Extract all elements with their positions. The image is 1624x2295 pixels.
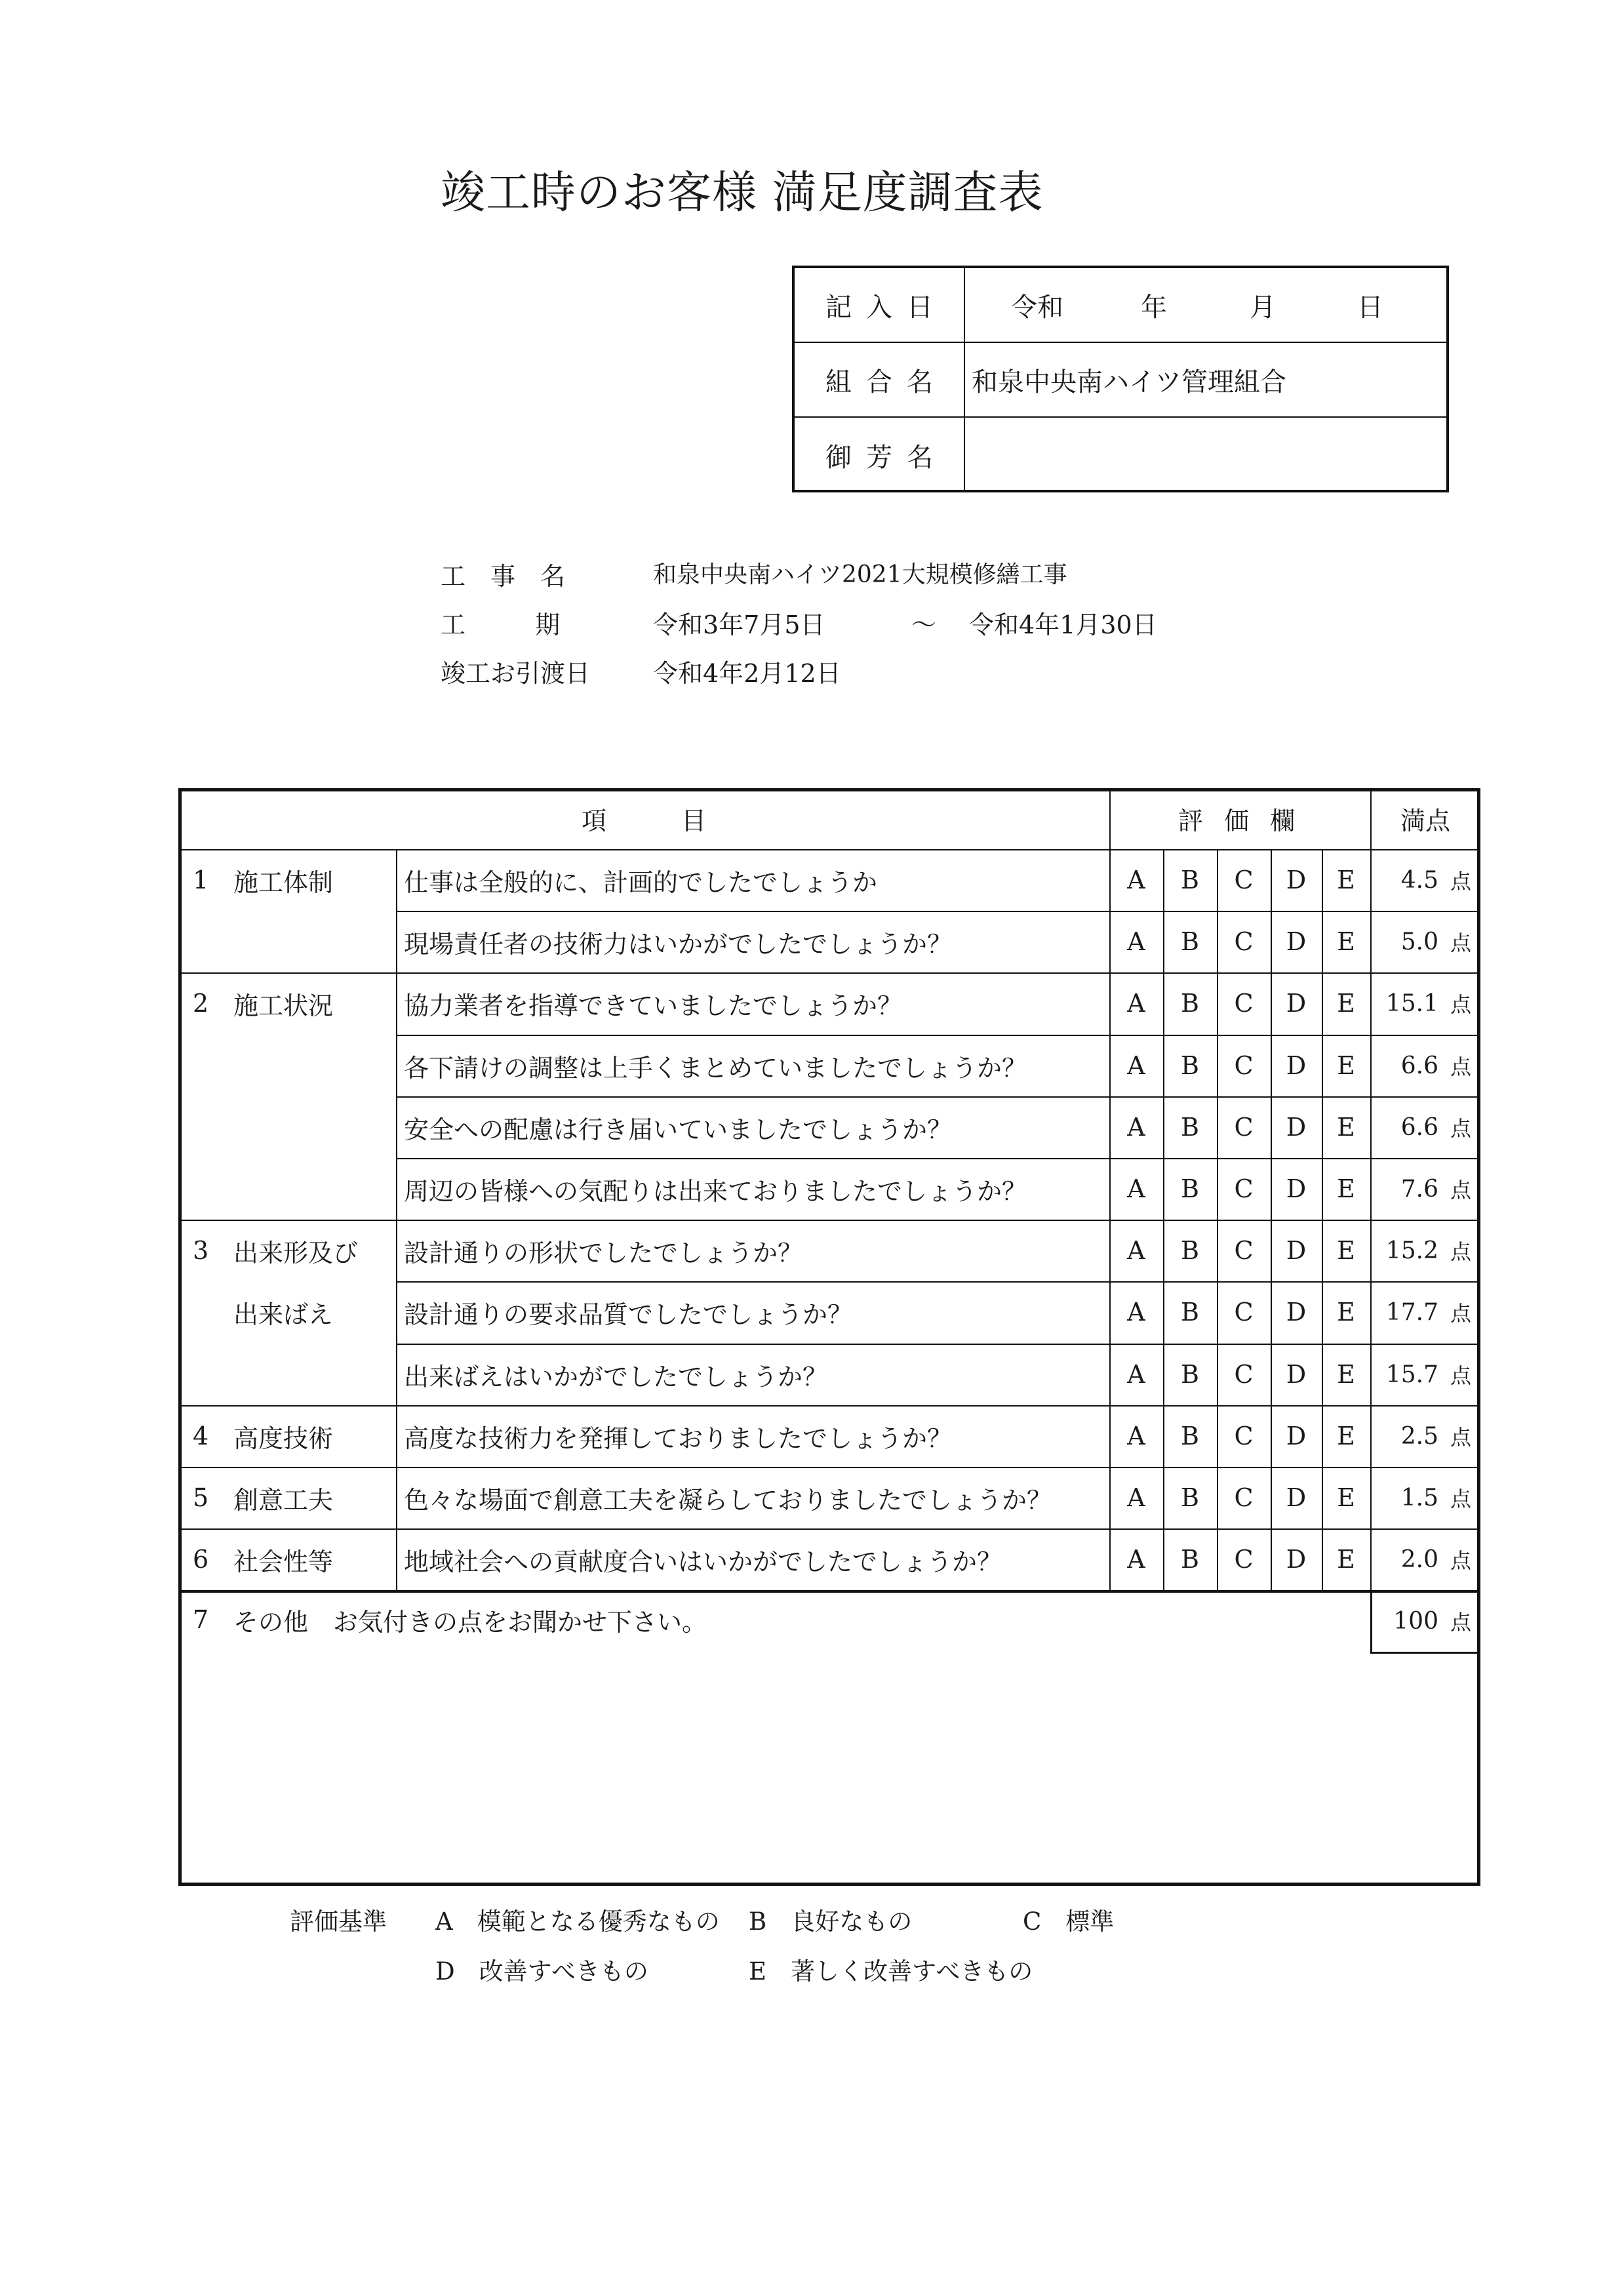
category-name: 創意工夫 [233,1485,334,1515]
grade-option-e[interactable]: E [1337,1360,1355,1389]
entry-date-year: 年 [1141,292,1167,323]
score-unit: 点 [1450,1054,1471,1080]
max-score-value: 6.6 [1400,1052,1438,1079]
period-start: 令和3年7月5日 [653,610,825,639]
max-score-value: 2.0 [1400,1546,1438,1573]
grade-option-a[interactable]: A [1127,1483,1145,1513]
grade-option-c[interactable]: C [1234,1360,1254,1389]
grade-option-a[interactable]: A [1127,1051,1145,1081]
grade-option-e[interactable]: E [1337,1422,1355,1451]
grade-option-d[interactable]: D [1286,1360,1307,1389]
name-label: 御芳名 [795,418,965,492]
max-score-value: 4.5 [1400,866,1438,894]
category-number: 5 [193,1483,209,1513]
category-name: 社会性等 [233,1547,334,1576]
category-name: 施工状況 [233,991,334,1020]
grade-option-e[interactable]: E [1337,1113,1355,1142]
category-number: 6 [193,1545,209,1574]
question-text: 色々な場面で創意工夫を凝らしておりましたでしょうか？ [404,1485,1052,1515]
max-score-value: 5.0 [1400,928,1438,955]
grade-option-a[interactable]: A [1127,1113,1145,1142]
question-text: 仕事は全般的に、計画的でしたでしょうか [404,868,878,897]
question-text: 協力業者を指導できていましたでしょうか？ [404,991,903,1020]
question-text: 現場責任者の技術力はいかがでしたでしょうか？ [404,929,953,959]
grade-option-d[interactable]: D [1286,1483,1307,1513]
grade-option-c[interactable]: C [1234,1051,1254,1081]
category-number: 1 [193,866,209,895]
question-text: 出来ばえはいかがでしたでしょうか？ [404,1362,828,1391]
max-score-value: 1.5 [1400,1484,1438,1511]
grade-option-c[interactable]: C [1234,989,1254,1018]
handover-value: 令和4年2月12日 [653,659,841,688]
grade-option-b[interactable]: B [1181,1422,1199,1451]
grade-option-b[interactable]: B [1181,866,1199,895]
grade-option-b[interactable]: B [1181,1360,1199,1389]
category-name: 施工体制 [233,868,334,897]
category-number: 4 [193,1422,209,1451]
grade-option-a[interactable]: A [1127,1298,1145,1327]
entry-date-month: 月 [1250,292,1276,323]
grade-option-d[interactable]: D [1286,1545,1307,1574]
grade-option-d[interactable]: D [1286,989,1307,1018]
grade-option-b[interactable]: B [1181,1483,1199,1513]
grade-option-c[interactable]: C [1234,1545,1254,1574]
score-unit: 点 [1450,930,1471,956]
entry-date-label: 記入日 [795,268,965,342]
category-name: 高度技術 [233,1424,334,1453]
union-value: 和泉中央南ハイツ管理組合 [972,367,1286,397]
grade-option-e[interactable]: E [1337,1051,1355,1081]
grade-option-e[interactable]: E [1337,1236,1355,1266]
grade-option-c[interactable]: C [1234,1422,1254,1451]
grade-option-c[interactable]: C [1234,1174,1254,1204]
max-score-value: 7.6 [1400,1175,1438,1203]
score-unit: 点 [1450,1239,1471,1265]
grade-option-a[interactable]: A [1127,1360,1145,1389]
grade-option-e[interactable]: E [1337,866,1355,895]
score-unit: 点 [1450,869,1471,894]
question-text: 設計通りの要求品質でしたでしょうか？ [404,1300,853,1329]
header-score: 満点 [1400,807,1450,835]
total-box-border [1370,1652,1480,1654]
question-text: 各下請けの調整は上手くまとめていましたでしょうか？ [404,1053,1027,1083]
header-item: 項 目 [581,807,706,835]
grade-option-e[interactable]: E [1337,1174,1355,1204]
max-score-value: 15.2 [1385,1237,1438,1264]
max-score-value: 2.5 [1400,1422,1438,1450]
project-name-value: 和泉中央南ハイツ2021大規模修繕工事 [653,561,1067,588]
score-unit: 点 [1450,1487,1471,1512]
max-score [1370,1528,1471,1590]
grade-option-c[interactable]: C [1234,927,1254,957]
grade-option-b[interactable]: B [1181,1174,1199,1204]
criteria-e: E 著しく改善すべきもの [749,1957,1033,1986]
max-score-value: 17.7 [1385,1298,1438,1326]
category-number: 3 [193,1236,209,1266]
max-score [1370,1344,1471,1405]
max-score [1370,1035,1471,1096]
period-end: 令和4年1月30日 [969,610,1157,639]
other-label: その他 お気付きの点をお聞かせ下さい。 [233,1607,707,1637]
total-score-value: 100 [1393,1607,1438,1635]
max-score [1370,1281,1471,1343]
grade-option-a[interactable]: A [1127,1174,1145,1204]
question-text: 安全への配慮は行き届いていましたでしょうか？ [404,1115,953,1144]
header-eval: 評 価 欄 [1178,807,1302,835]
score-unit: 点 [1450,1116,1471,1142]
grade-option-d[interactable]: D [1286,1051,1307,1081]
grade-option-e[interactable]: E [1337,989,1355,1018]
grade-option-e[interactable]: E [1337,1545,1355,1574]
union-label: 組合名 [795,343,965,416]
grade-option-d[interactable]: D [1286,1236,1307,1266]
grade-option-b[interactable]: B [1181,927,1199,957]
grade-option-d[interactable]: D [1286,1422,1307,1451]
grade-option-a[interactable]: A [1127,866,1145,895]
grade-option-a[interactable]: A [1127,1545,1145,1574]
period-label: 工 期 [441,610,567,639]
comment-area[interactable] [185,1656,1474,1879]
criteria-b: B 良好なもの [749,1907,913,1936]
grade-option-d[interactable]: D [1286,1113,1307,1142]
grade-option-c[interactable]: C [1234,1483,1254,1513]
grade-option-c[interactable]: C [1234,1236,1254,1266]
criteria-label: 評価基準 [290,1907,387,1936]
max-score [1370,911,1471,972]
page-title: 竣工時のお客様 満足度調査表 [441,167,1044,219]
criteria-a: A 模範となる優秀なもの [435,1907,720,1936]
grade-option-e[interactable]: E [1337,1483,1355,1513]
grade-option-d[interactable]: D [1286,866,1307,895]
max-score [1370,1096,1471,1158]
grade-option-b[interactable]: B [1181,1113,1199,1142]
score-unit: 点 [1450,1548,1471,1574]
grade-option-b[interactable]: B [1181,1236,1199,1266]
max-score-value: 6.6 [1400,1113,1438,1141]
grade-option-c[interactable]: C [1234,1298,1254,1327]
grade-option-e[interactable]: E [1337,1298,1355,1327]
max-score [1370,1220,1471,1281]
category-name-line2: 出来ばえ [233,1300,334,1329]
question-text: 設計通りの形状でしたでしょうか？ [404,1238,803,1267]
grade-option-b[interactable]: B [1181,1545,1199,1574]
question-text: 高度な技術力を発揮しておりましたでしょうか？ [404,1424,953,1453]
grade-option-a[interactable]: A [1127,1422,1145,1451]
score-unit: 点 [1450,1301,1471,1327]
score-unit: 点 [1450,1178,1471,1203]
handover-label: 竣工お引渡日 [441,659,591,688]
score-unit: 点 [1450,1610,1471,1635]
entry-date-day: 日 [1357,292,1383,323]
max-score [1370,1405,1471,1467]
max-score [1370,849,1471,911]
category-number: 2 [193,989,209,1018]
period-separator: ～ [911,610,937,639]
entry-date-era: 令和 [1011,292,1063,323]
grade-option-c[interactable]: C [1234,1113,1254,1142]
max-score [1370,1158,1471,1220]
question-text: 地域社会への貢献度合いはいかがでしたでしょうか？ [404,1547,1002,1576]
category-name: 出来形及び [233,1238,359,1267]
question-text: 周辺の皆様への気配りは出来ておりましたでしょうか？ [404,1176,1027,1206]
grade-option-c[interactable]: C [1234,866,1254,895]
grade-option-d[interactable]: D [1286,927,1307,957]
max-score-value: 15.1 [1385,989,1438,1017]
max-score [1370,1467,1471,1528]
grade-option-a[interactable]: A [1127,1236,1145,1266]
grade-option-b[interactable]: B [1181,1298,1199,1327]
grade-option-a[interactable]: A [1127,927,1145,957]
criteria-d: D 改善すべきもの [435,1957,648,1986]
score-unit: 点 [1450,992,1471,1018]
total-score [1370,1590,1471,1652]
grade-option-e[interactable]: E [1337,927,1355,957]
score-unit: 点 [1450,1363,1471,1389]
max-score [1370,972,1471,1034]
max-score-value: 15.7 [1385,1361,1438,1388]
grade-option-b[interactable]: B [1181,1051,1199,1081]
grade-option-b[interactable]: B [1181,989,1199,1018]
criteria-c: C 標準 [1023,1907,1115,1936]
other-number: 7 [193,1605,209,1634]
grade-option-d[interactable]: D [1286,1174,1307,1204]
grade-option-a[interactable]: A [1127,989,1145,1018]
project-name-label: 工 事 名 [441,562,566,591]
score-unit: 点 [1450,1425,1471,1450]
grade-option-d[interactable]: D [1286,1298,1307,1327]
